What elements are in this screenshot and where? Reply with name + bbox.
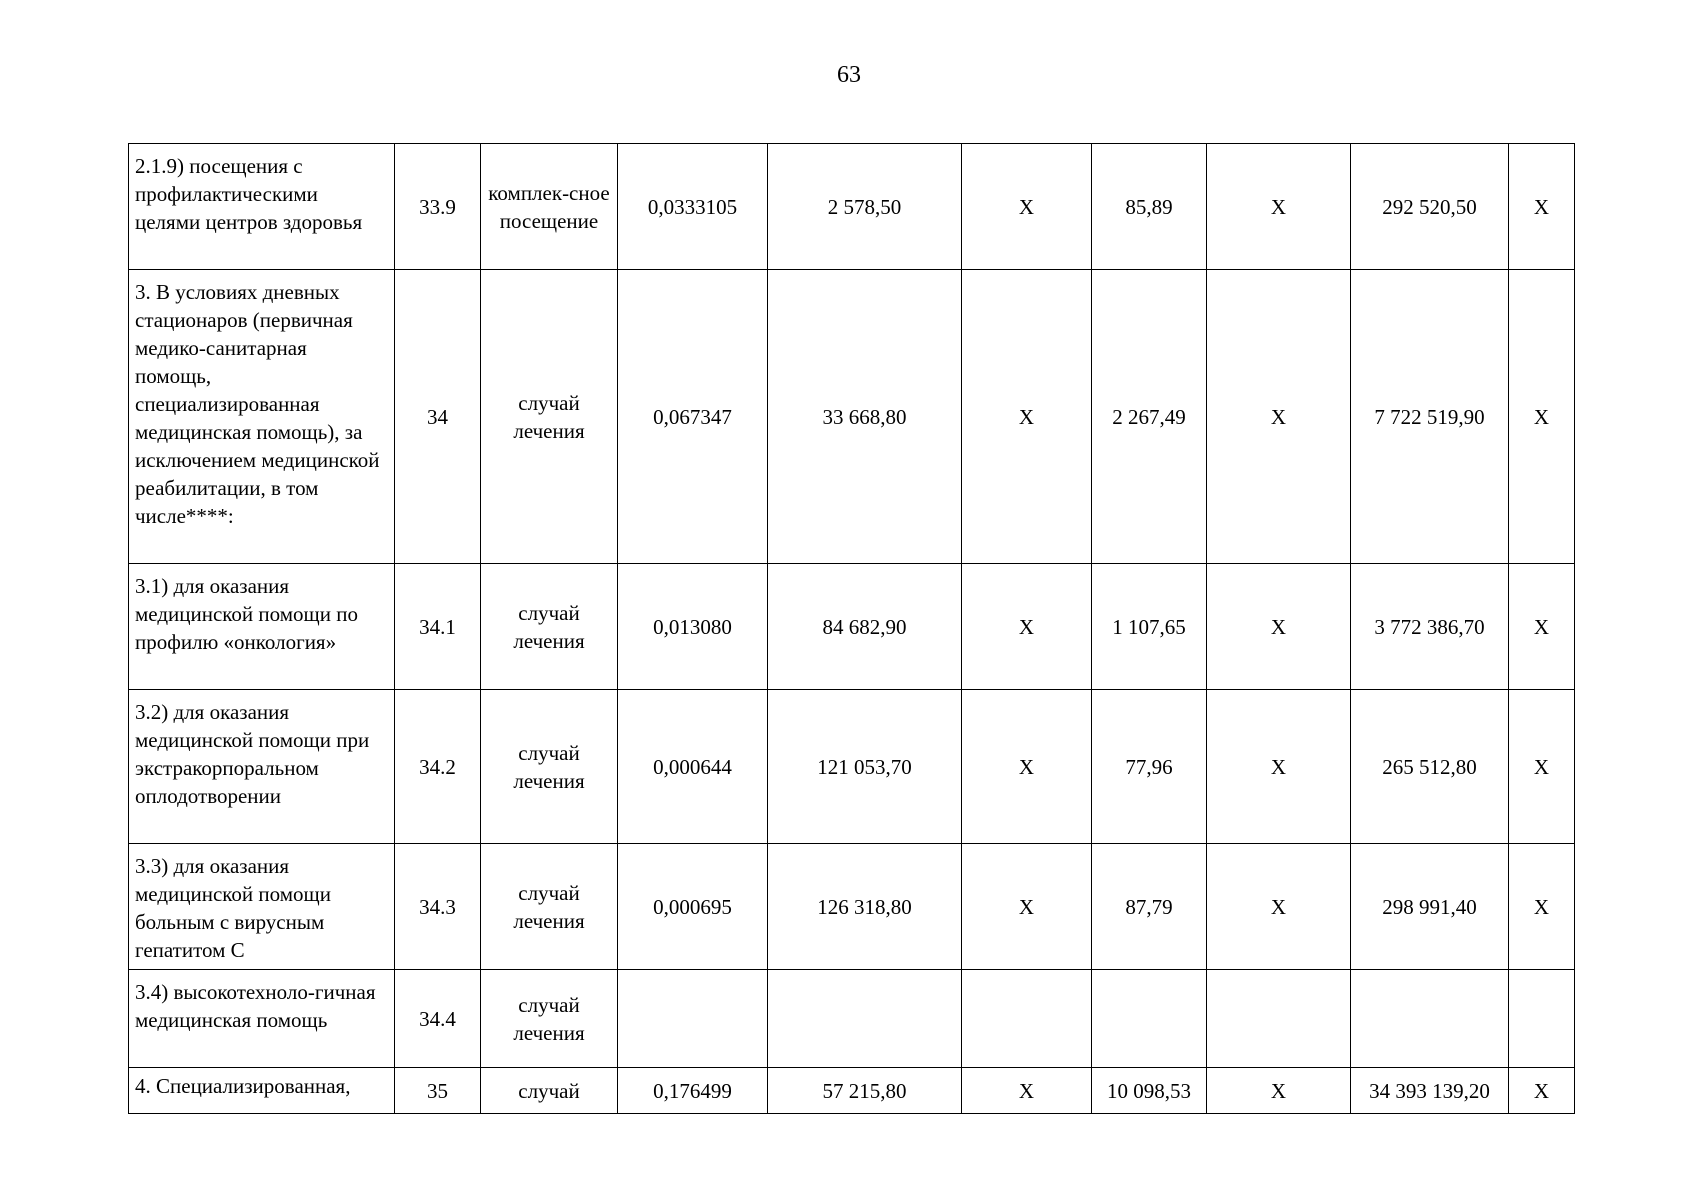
row-per-capita: 1 107,65 xyxy=(1092,564,1207,690)
financing-table xyxy=(128,143,1575,1114)
row-unit: случай лечения xyxy=(481,690,618,844)
row-norm: 0,067347 xyxy=(618,270,768,564)
row-name: 4. Специализированная, xyxy=(129,1068,395,1114)
row-col10 xyxy=(1509,970,1575,1068)
row-cost: 33 668,80 xyxy=(768,270,962,564)
row-code: 35 xyxy=(395,1068,481,1114)
row-unit: случай xyxy=(481,1068,618,1114)
row-total: 298 991,40 xyxy=(1351,844,1509,970)
row-per-capita: 87,79 xyxy=(1092,844,1207,970)
row-per-capita: 77,96 xyxy=(1092,690,1207,844)
row-cost: 84 682,90 xyxy=(768,564,962,690)
table-row xyxy=(129,844,1575,970)
row-col8: Х xyxy=(1207,564,1351,690)
row-norm: 0,0333105 xyxy=(618,144,768,270)
row-unit: случай лечения xyxy=(481,844,618,970)
row-col10: Х xyxy=(1509,564,1575,690)
row-total: 265 512,80 xyxy=(1351,690,1509,844)
row-total xyxy=(1351,970,1509,1068)
row-unit: комплек-сное посещение xyxy=(481,144,618,270)
row-col6: Х xyxy=(962,564,1092,690)
row-norm: 0,176499 xyxy=(618,1068,768,1114)
row-code: 34.3 xyxy=(395,844,481,970)
row-col6 xyxy=(962,970,1092,1068)
table-row xyxy=(129,564,1575,690)
row-code: 34.1 xyxy=(395,564,481,690)
row-cost: 57 215,80 xyxy=(768,1068,962,1114)
row-unit: случай лечения xyxy=(481,564,618,690)
row-col6: Х xyxy=(962,844,1092,970)
row-name: 3. В условиях дневных стационаров (первичная медико-санитарная помощь, специализированная медицинская помощь), за исключением медицинской реабилитации, в том числе****: xyxy=(129,270,395,564)
table-row xyxy=(129,690,1575,844)
row-col8: Х xyxy=(1207,844,1351,970)
row-per-capita: 10 098,53 xyxy=(1092,1068,1207,1114)
row-total: 292 520,50 xyxy=(1351,144,1509,270)
row-cost: 2 578,50 xyxy=(768,144,962,270)
row-cost: 121 053,70 xyxy=(768,690,962,844)
row-col6: Х xyxy=(962,1068,1092,1114)
row-col8: Х xyxy=(1207,690,1351,844)
row-code: 34.4 xyxy=(395,970,481,1068)
page-number: 63 xyxy=(837,62,861,88)
row-total: 34 393 139,20 xyxy=(1351,1068,1509,1114)
row-col6: Х xyxy=(962,690,1092,844)
row-col10: Х xyxy=(1509,270,1575,564)
row-name: 3.1) для оказания медицинской помощи по профилю «онкология» xyxy=(129,564,395,690)
row-cost xyxy=(768,970,962,1068)
row-per-capita xyxy=(1092,970,1207,1068)
row-col8 xyxy=(1207,970,1351,1068)
row-unit: случай лечения xyxy=(481,970,618,1068)
row-unit: случай лечения xyxy=(481,270,618,564)
table-row xyxy=(129,144,1575,270)
row-norm xyxy=(618,970,768,1068)
row-col6: Х xyxy=(962,144,1092,270)
row-code: 34 xyxy=(395,270,481,564)
row-col10: Х xyxy=(1509,144,1575,270)
row-per-capita: 85,89 xyxy=(1092,144,1207,270)
row-name: 3.2) для оказания медицинской помощи при экстракорпоральном оплодотворении xyxy=(129,690,395,844)
row-norm: 0,013080 xyxy=(618,564,768,690)
row-per-capita: 2 267,49 xyxy=(1092,270,1207,564)
row-col6: Х xyxy=(962,270,1092,564)
row-name: 3.4) высокотехноло-гичная медицинская помощь xyxy=(129,970,395,1068)
row-name: 3.3) для оказания медицинской помощи больным с вирусным гепатитом С xyxy=(129,844,395,970)
row-col8: Х xyxy=(1207,270,1351,564)
table-row xyxy=(129,970,1575,1068)
table-row xyxy=(129,1068,1575,1114)
row-col8: Х xyxy=(1207,144,1351,270)
row-col8: Х xyxy=(1207,1068,1351,1114)
row-col10: Х xyxy=(1509,1068,1575,1114)
row-cost: 126 318,80 xyxy=(768,844,962,970)
row-name: 2.1.9) посещения с профилактическими целями центров здоровья xyxy=(129,144,395,270)
table-row xyxy=(129,270,1575,564)
row-code: 33.9 xyxy=(395,144,481,270)
row-norm: 0,000695 xyxy=(618,844,768,970)
row-norm: 0,000644 xyxy=(618,690,768,844)
row-total: 7 722 519,90 xyxy=(1351,270,1509,564)
row-code: 34.2 xyxy=(395,690,481,844)
row-total: 3 772 386,70 xyxy=(1351,564,1509,690)
row-col10: Х xyxy=(1509,690,1575,844)
row-col10: Х xyxy=(1509,844,1575,970)
